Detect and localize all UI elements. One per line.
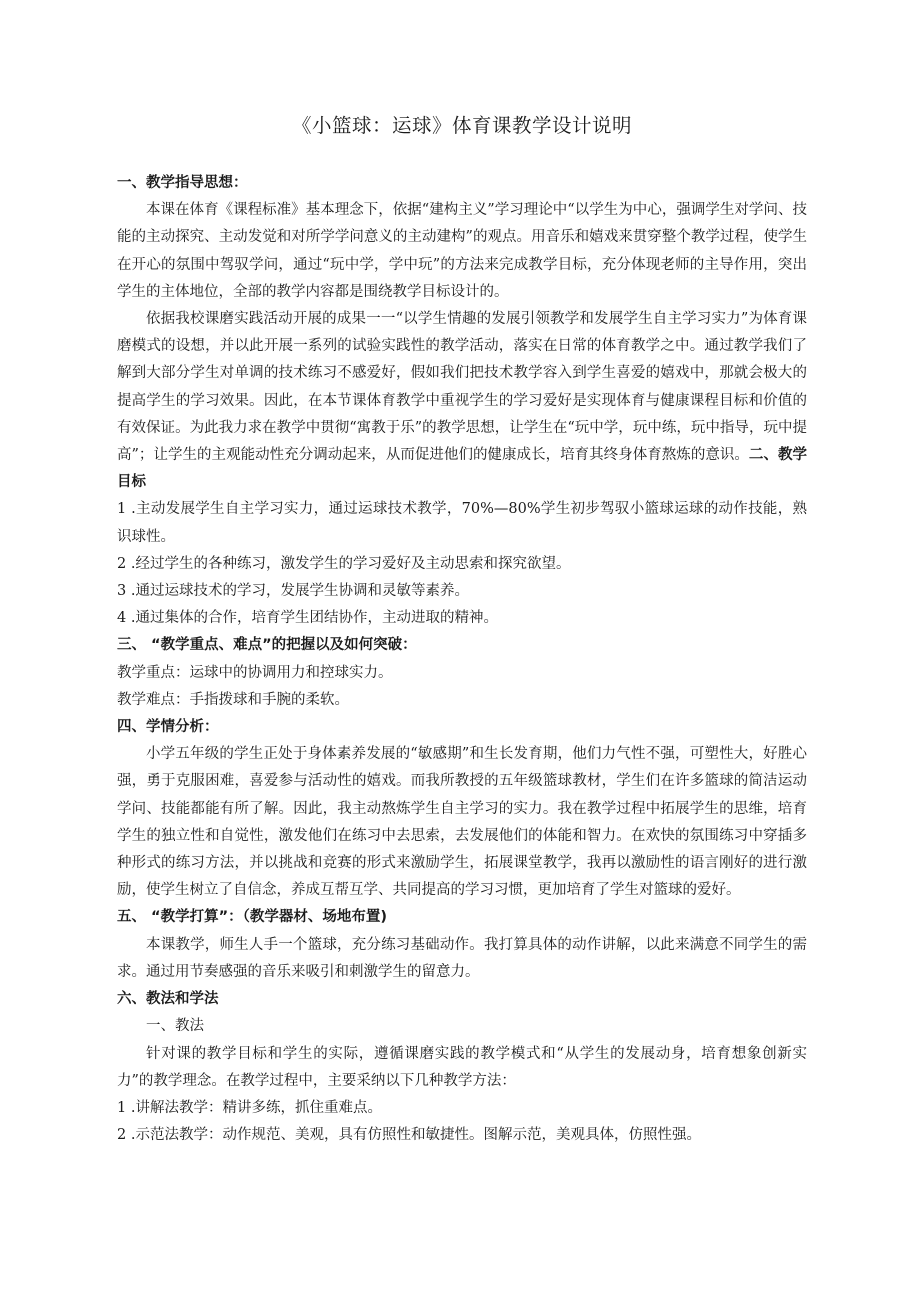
document-body <box>117 170 807 1149</box>
section-1-paragraph-2 <box>117 306 807 496</box>
goal-item: 2 .经过学生的各种练习，激发学生的学习爱好及主动思索和探究欲望。 <box>117 555 571 572</box>
section-1-paragraph-1: 本课在体育《课程标准》基本理念下，依据“建构主义”学习理论中“以学生为中心，强调学生对学问、技能的主动探究、主动发觉和对所学学问意义的主动建构”的观点。用音乐和嬉戏来贯穿整个教学过程，使学生在开心的氛围中驾驭学问，通过“玩中学，学中玩”的方法来完成教学目标，充分体现老师的主导作用，突出学生的主体地位，全部的教学内容都是围绕教学目标设计的。 <box>117 202 807 300</box>
document-title: 《小篮球：运球》体育课教学设计说明 <box>291 114 632 137</box>
section-1-paragraph-2-text: 依据我校课磨实践活动开展的成果一一“以学生情趣的发展引领教学和发展学生自主学习实力”为体育课磨模式的设想，并以此开展一系列的试验实践性的教学活动，落实在日常的体育教学之中。通过教学我们了解到大部分学生对单调的技术练习不感爱好，假如我们把技术教学容入到学生喜爱的嬉戏中，那就会极大的提高学生的学习效果。因此，在本节课体育教学中重视学生的学习爱好是实现体育与健康课程目标和价值的有效保证。为此我力求在教学中贯彻“寓教于乐”的教学思想，让学生在“玩中学，玩中练，玩中指导，玩中提高”；让学生的主观能动性充分调动起来，从而促进他们的健康成长，培育其终身体育熬炼的意识。 <box>117 311 807 464</box>
section-4-paragraph: 小学五年级的学生正处于身体素养发展的“敏感期”和生长发育期，他们力气性不强，可塑性大，好胜心强，勇于克服困难，喜爱参与活动性的嬉戏。而我所教授的五年级篮球教材，学生们在许多篮球的简洁运动学问、技能都能有所了解。因此，我主动熬炼学生自主学习的实力。我在教学过程中拓展学生的思维，培育学生的独立性和自觉性，激发他们在练习中去思索，去发展他们的体能和智力。在欢快的氛围练习中穿插多种形式的练习方法，并以挑战和竞赛的形式来激励学生，拓展课堂教学，我再以激励性的语言刚好的进行激励，使学生树立了自信念，养成互帮互学、共同提高的学习习惯，更加培育了学生对篮球的爱好。 <box>117 746 807 899</box>
section-5-heading: 五、 “教学打算”：（教学器材、场地布置) <box>117 909 387 926</box>
goal-item: 3 .通过运球技术的学习，发展学生协调和灵敏等素养。 <box>117 583 469 600</box>
section-6-heading: 六、教法和学法 <box>117 991 219 1008</box>
section-5-paragraph: 本课教学，师生人手一个篮球，充分练习基础动作。我打算具体的动作讲解，以此来满意不同学生的需求。通过用节奏感强的音乐来吸引和刺激学生的留意力。 <box>117 936 807 980</box>
section-4-heading: 四、学情分析： <box>117 719 219 736</box>
section-6-paragraph: 针对课的教学目标和学生的实际，遵循课磨实践的教学模式和“从学生的发展动身，培育想象创新实力”的教学理念。在教学过程中，主要采纳以下几种教学方法： <box>117 1045 807 1089</box>
section-3-heading: 三、 “教学重点、难点”的把握以及如何突破： <box>117 637 417 654</box>
difficulty-text: 教学难点：手指拨球和手腕的柔软。 <box>117 691 349 708</box>
section-6-subheading: 一、教法 <box>146 1018 204 1035</box>
goal-item: 4 .通过集体的合作，培育学生团结协作，主动进取的精神。 <box>117 610 498 627</box>
method-item: 1 .讲解法教学：精讲多练，抓住重难点。 <box>117 1099 382 1116</box>
section-2-heading: 二、教学目标 <box>117 447 807 491</box>
method-item: 2 .示范法教学：动作规范、美观，具有仿照性和敏捷性。图解示范，美观具体，仿照性强。 <box>117 1127 701 1144</box>
key-point-text: 教学重点：运球中的协调用力和控球实力。 <box>117 664 393 681</box>
goal-item: 1 .主动发展学生自主学习实力，通过运球技术教学，70%—80%学生初步驾驭小篮球运球的动作技能，熟识球性。 <box>117 501 807 545</box>
section-1-heading: 一、教学指导思想： <box>117 175 248 191</box>
